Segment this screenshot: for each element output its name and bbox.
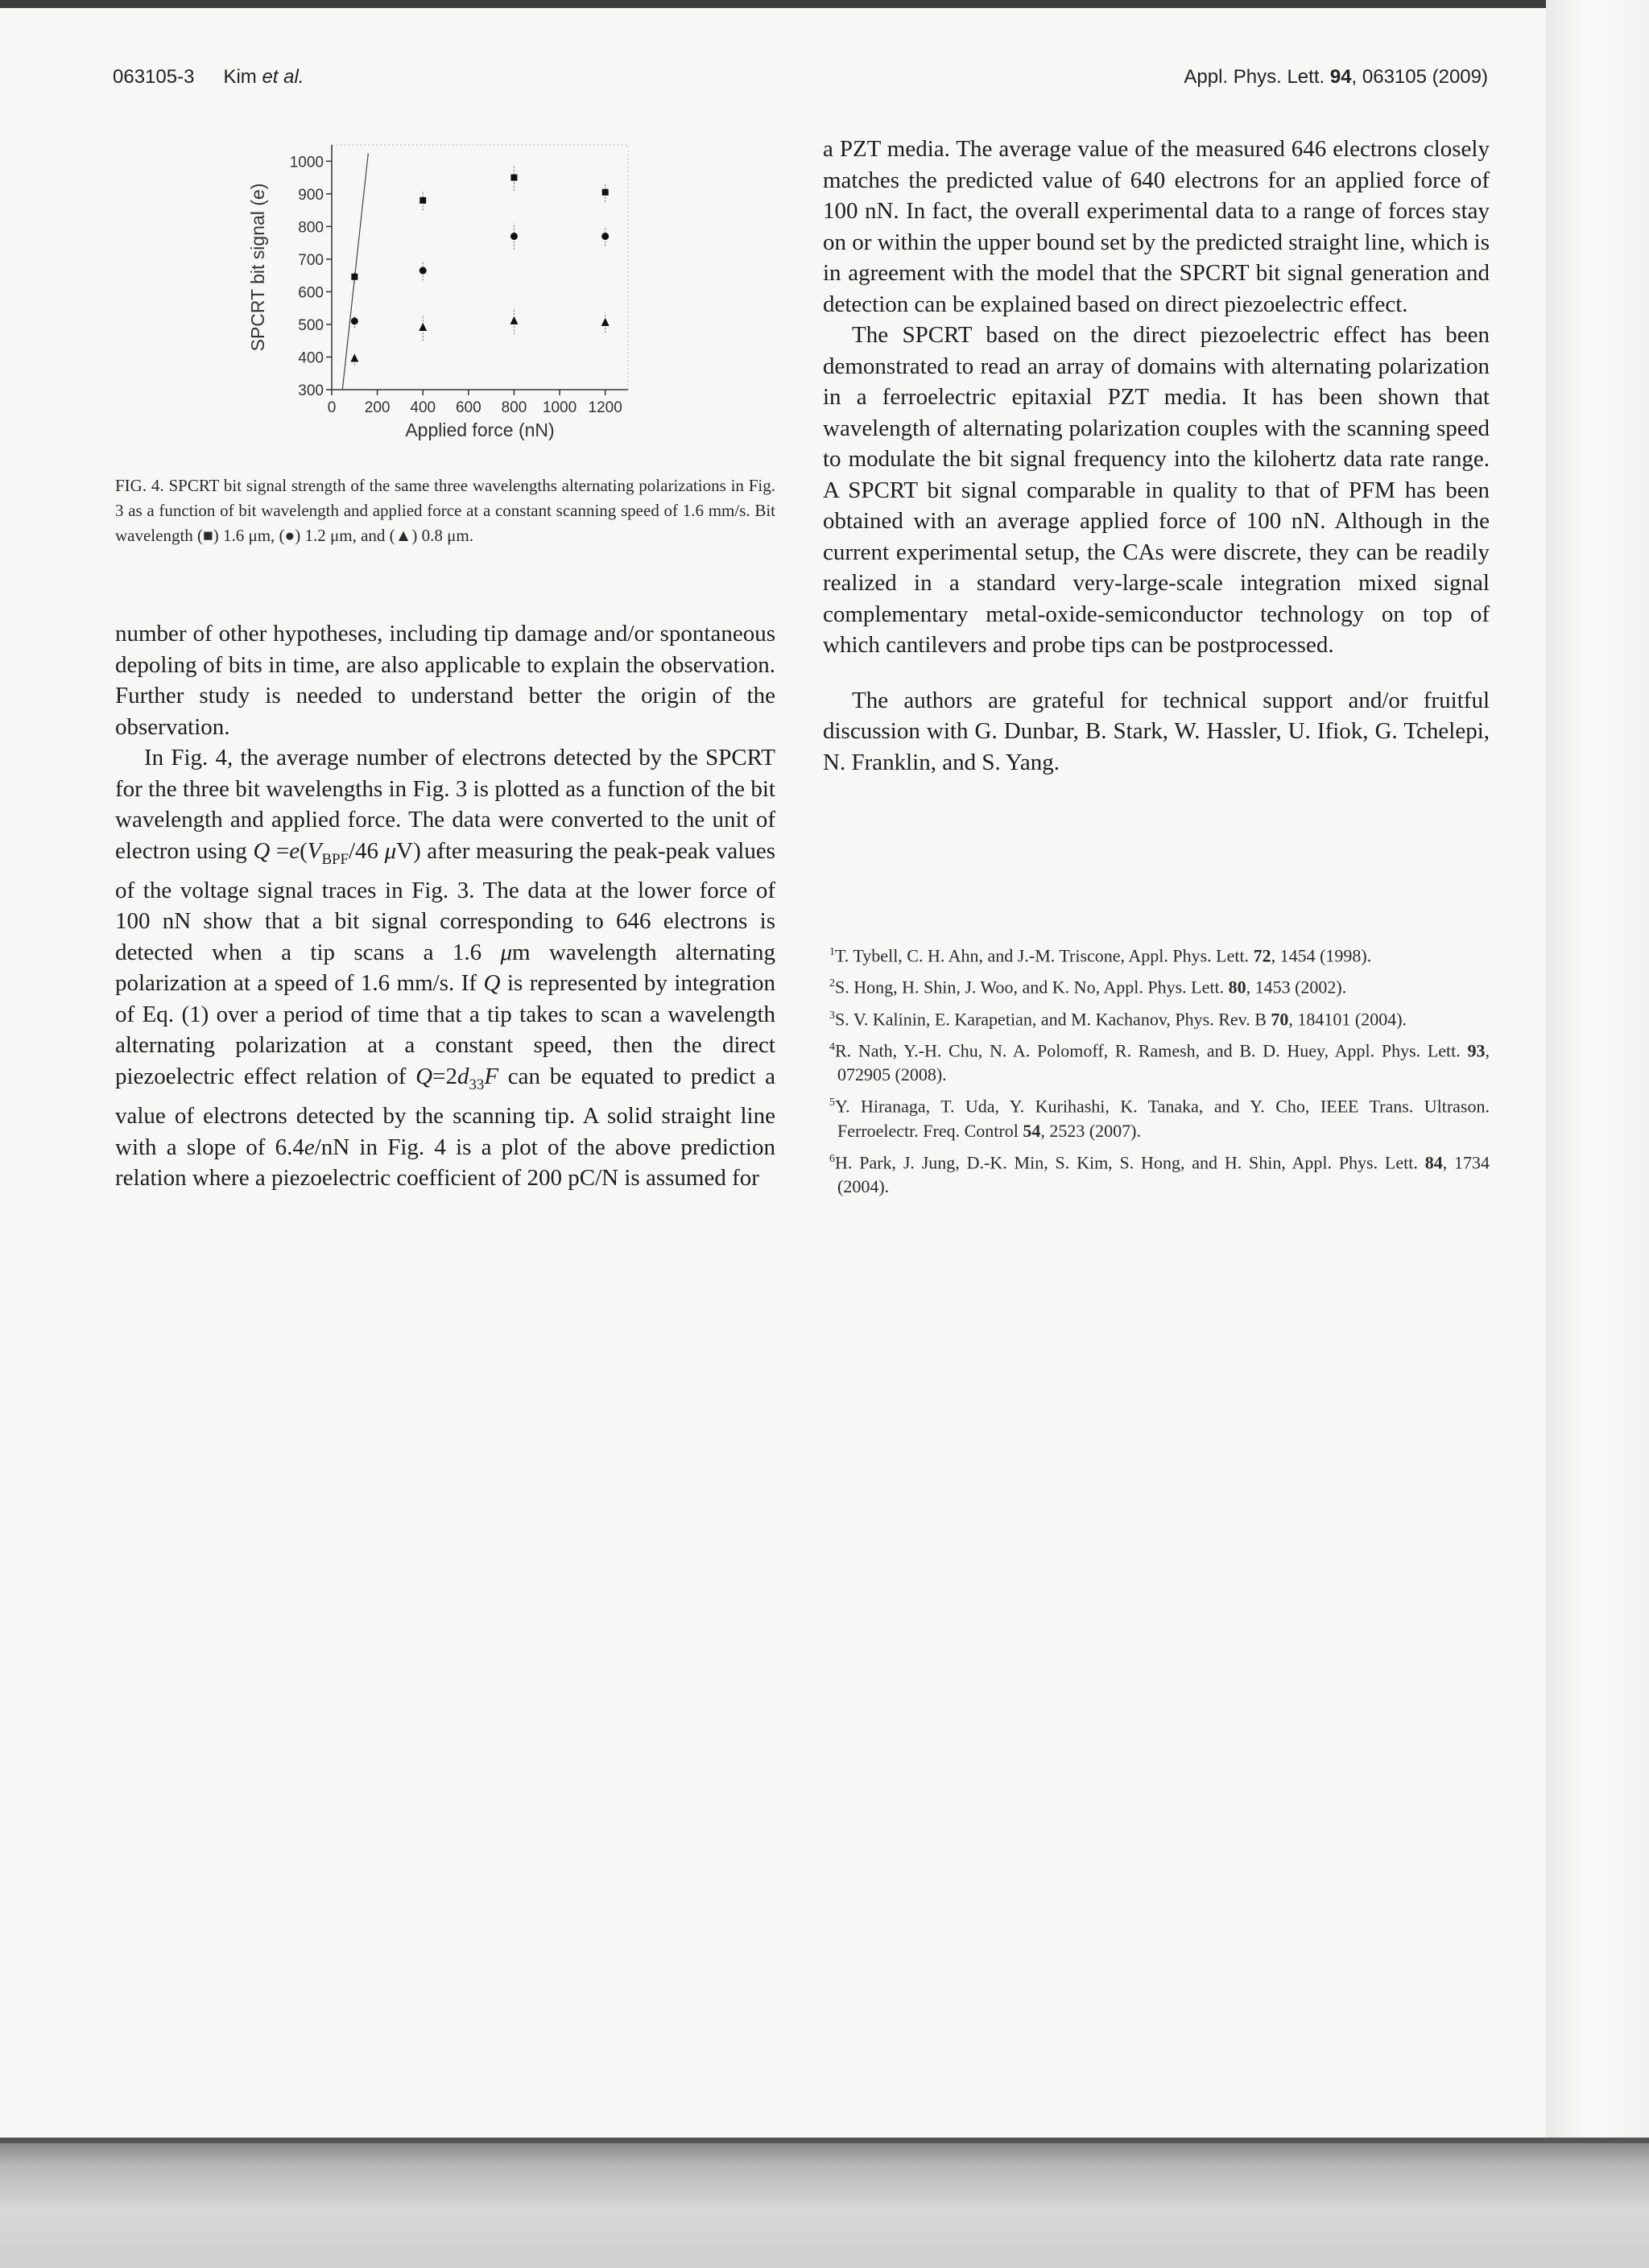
x-tick-label: 1200 — [588, 399, 622, 416]
data-point-triangle — [419, 323, 427, 331]
y-tick-label: 500 — [298, 316, 324, 334]
reference-item: $^4$R. Nath, Y.-H. Chu, N. A. Polomoff, R. Ramesh, and B. D. Huey, Appl. Phys. Lett. 93, 072905 (2008). — [829, 1040, 1490, 1085]
reference-item: $^3$S. V. Kalinin, E. Karapetian, and M. Kachanov, Phys. Rev. B 70, 184101 (2004). — [829, 1008, 1407, 1029]
caption-text: SPCRT bit signal strength of the same three wavelengths alternating polarizations in Fig. 3 as a function of bit wavelength and applied force at a constant scanning speed of 1.6 mm/s. Bit wavelength (■) 1.6 μm, (●) 1.2 μm, and (▲) 0.8 μm. — [115, 476, 776, 545]
y-tick-label: 300 — [298, 382, 324, 399]
header-authors: Kim et al. — [223, 66, 304, 88]
reference-item: $^1$T. Tybell, C. H. Ahn, and J.-M. Triscone, Appl. Phys. Lett. 72, 1454 (1998). — [829, 945, 1372, 966]
y-tick-label: 800 — [298, 219, 324, 237]
data-point-square — [419, 197, 426, 204]
acknowledgments: The authors are grateful for technical support and/or fruitful discussion with G. Dunbar, B. Stark, W. Hassler, U. Ifiok, G. Tchelepi, N. Franklin, and S. Yang. — [823, 687, 1490, 775]
journal-citation: , 063105 (2009) — [1351, 66, 1488, 88]
data-point-square — [510, 175, 517, 181]
left-paragraph-1: number of other hypotheses, including tip damage and/or spontaneous depoling of bits in time, are also applicable to explain the observation. Further study is needed to understand better the origin of the observation. — [115, 621, 775, 740]
y-tick-label: 600 — [298, 284, 324, 302]
y-axis-label: SPCRT bit signal (e) — [247, 183, 268, 352]
right-paragraph-1: a PZT media. The average value of the measured 646 electrons closely matches the predicted value of 640 electrons for an applied force of 100 nN. In fact, the overall experimental data to a range of forces stay on or within the upper bound set by the predicted straight line, which is in agreement with the model that the SPCRT bit signal generation and detection can be explained based on direct piezoelectric effect. — [823, 136, 1490, 317]
x-tick-label: 200 — [364, 399, 391, 416]
caption-label: FIG. 4. — [115, 476, 164, 495]
journal-name: Appl. Phys. Lett. — [1184, 66, 1325, 88]
running-header-left — [113, 66, 304, 89]
reference-item: $^6$H. Park, J. Jung, D.-K. Min, S. Kim, S. Hong, and H. Shin, Appl. Phys. Lett. 84, 1734 (2004). — [829, 1151, 1490, 1196]
reference-item: $^5$Y. Hiranaga, T. Uda, Y. Kurihashi, K. Tanaka, and Y. Cho, IEEE Trans. Ultrason. Ferroelectr. Freq. Control 54, 2523 (2007). — [829, 1096, 1490, 1141]
figure-caption — [115, 473, 775, 548]
plot-frame — [332, 145, 628, 390]
left-paragraph-2: In Fig. 4, the average number of electrons detected by the SPCRT for the three bit wavelengths in Fig. 3 is plotted as a function of the bit wavelength and applied force. The data were converted to the unit of electron using $Q =e(V_{BPF}/46$ μV) after measuring the peak-peak values of the voltage signal traces in Fig. 3. The data at the lower force of 100 nN show that a bit signal corresponding to 646 electrons is detected when a tip scans a 1.6 μm wavelength alternating polarization at a speed of 1.6 mm/s. If Q is represented by integration of Eq. (1) over a period of time that a tip takes to scan a wavelength alternating polarization at a constant speed, then the direct piezoelectric effect relation of $Q=2d_{33}F$ can be equated to predict a value of electrons detected by the scanning tip. A solid straight line with a slope of 6.4e/nN in Fig. 4 is a plot of the above prediction relation where a piezoelectric coefficient of 200 pC/N is assumed for — [115, 745, 776, 1192]
x-axis-label: Applied force (nN) — [405, 419, 555, 440]
y-tick-label: 1000 — [289, 154, 324, 171]
data-point-circle — [601, 233, 609, 240]
reference-item: $^2$S. Hong, H. Shin, J. Woo, and K. No, Appl. Phys. Lett. 80, 1453 (2002). — [829, 977, 1347, 998]
figure-4-chart — [242, 137, 660, 451]
scan-top-edge — [0, 0, 1649, 8]
page-number: 063105-3 — [113, 66, 195, 88]
scan-right-margin — [1546, 0, 1649, 2268]
data-point-triangle — [350, 353, 358, 361]
journal-volume: 94 — [1329, 66, 1352, 88]
y-tick-label: 400 — [298, 349, 324, 367]
y-tick-label: 900 — [298, 186, 324, 204]
running-header-right — [1184, 66, 1488, 89]
data-point-circle — [419, 267, 427, 275]
data-point-triangle — [601, 318, 610, 326]
data-point-square — [351, 274, 357, 280]
left-column — [115, 618, 775, 1194]
x-tick-label: 800 — [501, 399, 527, 416]
right-paragraph-2: The SPCRT based on the direct piezoelectric effect has been demonstrated to read an array of domains with alternating polarization in a ferroelectric epitaxial PZT media. It has been shown that wavelength of alternating polarization couples with the scanning speed to modulate the bit signal frequency into the kilohertz data rate range. A SPCRT bit signal comparable in quality to that of PFM has been obtained with an average applied force of 100 nN. Although in the current experimental setup, the CAs were discrete, they can be readily realized in a standard very-large-scale integration mixed signal complementary metal-oxide-semiconductor technology on top of which cantilevers and probe tips can be postprocessed. — [823, 322, 1490, 658]
data-point-square — [602, 189, 609, 196]
scan-bottom-band — [0, 2143, 1649, 2268]
data-point-triangle — [510, 316, 518, 324]
x-tick-label: 1000 — [542, 399, 577, 416]
data-point-circle — [351, 317, 358, 324]
data-point-circle — [510, 233, 518, 240]
y-tick-label: 700 — [298, 251, 324, 269]
prediction-line — [342, 154, 368, 390]
x-tick-label: 400 — [410, 399, 436, 416]
reference-list — [823, 940, 1490, 1203]
x-tick-label: 0 — [327, 399, 337, 416]
x-tick-label: 600 — [455, 399, 481, 416]
right-column — [823, 134, 1490, 778]
